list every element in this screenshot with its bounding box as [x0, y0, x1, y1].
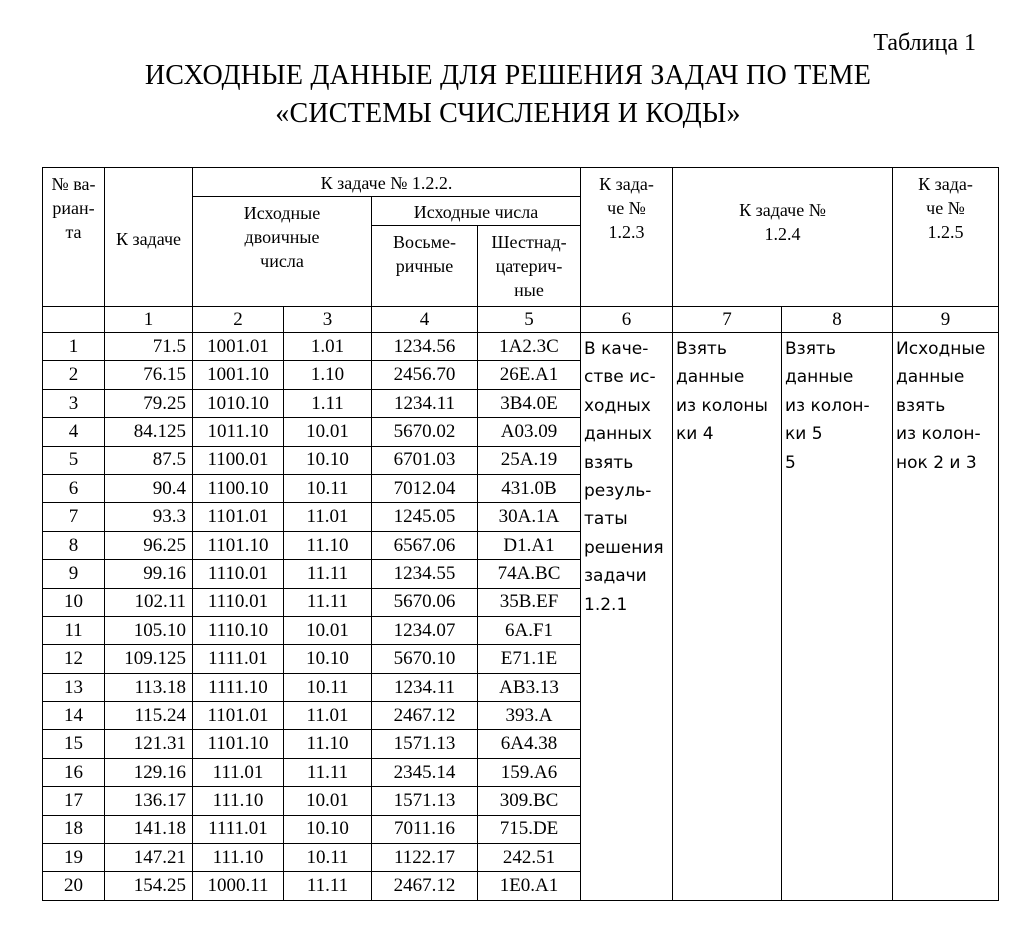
- octal-cell: 7012.04: [372, 474, 478, 502]
- variant-cell: 6: [43, 474, 105, 502]
- binary-cell: 1110.01: [193, 560, 284, 588]
- octal-cell: 1122.17: [372, 844, 478, 872]
- note-line: стве ис-: [584, 367, 656, 388]
- col-number: 2: [193, 307, 284, 333]
- binary-cell: 10.11: [284, 474, 372, 502]
- binary-cell: 1100.01: [193, 446, 284, 474]
- binary-cell: 11.10: [284, 730, 372, 758]
- note-line: ки 5: [785, 424, 823, 445]
- binary-cell: 1.11: [284, 389, 372, 417]
- octal-cell: 7011.16: [372, 815, 478, 843]
- variant-cell: 3: [43, 389, 105, 417]
- binary-cell: 1000.11: [193, 872, 284, 900]
- col-number: [43, 307, 105, 333]
- hex-cell: 30A.1A: [478, 503, 581, 531]
- binary-cell: 1110.10: [193, 616, 284, 644]
- octal-cell: 1234.11: [372, 673, 478, 701]
- note-line: нок 2 и 3: [896, 452, 977, 473]
- variant-cell: 14: [43, 702, 105, 730]
- value-cell: 102.11: [105, 588, 193, 616]
- note-line: данные: [676, 367, 745, 388]
- note-line: таты: [584, 509, 628, 530]
- col-number: 5: [478, 307, 581, 333]
- header-task-124: К задаче № 1.2.4: [673, 168, 893, 307]
- variant-cell: 18: [43, 815, 105, 843]
- octal-cell: 2456.70: [372, 361, 478, 389]
- value-cell: 96.25: [105, 531, 193, 559]
- hex-cell: 309.BC: [478, 787, 581, 815]
- variant-cell: 4: [43, 418, 105, 446]
- hex-cell: 1A2.3C: [478, 333, 581, 361]
- hex-cell: 159.A6: [478, 758, 581, 786]
- binary-cell: 10.10: [284, 645, 372, 673]
- variant-cell: 13: [43, 673, 105, 701]
- note-line: данные: [785, 367, 854, 388]
- octal-cell: 6567.06: [372, 531, 478, 559]
- note-line: ходных: [584, 395, 651, 416]
- value-cell: 141.18: [105, 815, 193, 843]
- header-octal: Восьме- ричные: [372, 226, 478, 307]
- value-cell: 105.10: [105, 616, 193, 644]
- octal-cell: 5670.06: [372, 588, 478, 616]
- note-line: решения: [584, 537, 664, 558]
- binary-cell: 10.01: [284, 418, 372, 446]
- source-data-table: [42, 167, 999, 901]
- note-line: Взять: [785, 339, 836, 359]
- binary-cell: 1100.10: [193, 474, 284, 502]
- variant-cell: 1: [43, 333, 105, 361]
- note-col8: [782, 333, 893, 901]
- octal-cell: 1234.11: [372, 389, 478, 417]
- binary-cell: 111.10: [193, 844, 284, 872]
- note-col7: [673, 333, 782, 901]
- column-numbers-row: [43, 307, 999, 333]
- document-title-line-2: «СИСТЕМЫ СЧИСЛЕНИЯ И КОДЫ»: [275, 98, 741, 129]
- hex-cell: D1.A1: [478, 531, 581, 559]
- binary-cell: 1010.10: [193, 389, 284, 417]
- octal-cell: 5670.10: [372, 645, 478, 673]
- binary-cell: 11.11: [284, 588, 372, 616]
- note-line: данные: [896, 367, 965, 388]
- header-task: К задаче: [105, 168, 193, 307]
- variant-cell: 19: [43, 844, 105, 872]
- note-line: взять: [584, 452, 634, 473]
- binary-cell: 1101.10: [193, 531, 284, 559]
- octal-cell: 1571.13: [372, 787, 478, 815]
- variant-cell: 8: [43, 531, 105, 559]
- octal-cell: 1234.07: [372, 616, 478, 644]
- note-line: 1.2.1: [584, 594, 628, 615]
- binary-cell: 11.01: [284, 503, 372, 531]
- variant-cell: 5: [43, 446, 105, 474]
- hex-cell: AB3.13: [478, 673, 581, 701]
- note-line: 5: [785, 452, 796, 473]
- binary-cell: 10.10: [284, 446, 372, 474]
- variant-cell: 20: [43, 872, 105, 900]
- value-cell: 90.4: [105, 474, 193, 502]
- hex-cell: 431.0B: [478, 474, 581, 502]
- binary-cell: 1101.01: [193, 503, 284, 531]
- variant-cell: 12: [43, 645, 105, 673]
- value-cell: 113.18: [105, 673, 193, 701]
- col-number: 3: [284, 307, 372, 333]
- value-cell: 115.24: [105, 702, 193, 730]
- hex-cell: 35B.EF: [478, 588, 581, 616]
- col-number: 8: [782, 307, 893, 333]
- value-cell: 154.25: [105, 872, 193, 900]
- note-line: из колон-: [896, 424, 981, 445]
- header-binary: Исходные двоичные числа: [193, 197, 372, 307]
- binary-cell: 11.01: [284, 702, 372, 730]
- binary-cell: 111.10: [193, 787, 284, 815]
- octal-cell: 1234.56: [372, 333, 478, 361]
- value-cell: 93.3: [105, 503, 193, 531]
- value-cell: 79.25: [105, 389, 193, 417]
- octal-cell: 5670.02: [372, 418, 478, 446]
- binary-cell: 10.11: [284, 844, 372, 872]
- hex-cell: 26E.A1: [478, 361, 581, 389]
- col-number: 6: [581, 307, 673, 333]
- binary-cell: 1.01: [284, 333, 372, 361]
- octal-cell: 2467.12: [372, 872, 478, 900]
- value-cell: 136.17: [105, 787, 193, 815]
- variant-cell: 15: [43, 730, 105, 758]
- note-line: резуль-: [584, 481, 652, 502]
- header-task-125: К зада- че № 1.2.5: [893, 168, 999, 307]
- note-line: Взять: [676, 339, 727, 359]
- hex-cell: 393.A: [478, 702, 581, 730]
- header-source-numbers: Исходные числа: [372, 197, 581, 226]
- header-hex: Шестнад- цатерич- ные: [478, 226, 581, 307]
- hex-cell: 715.DE: [478, 815, 581, 843]
- binary-cell: 111.01: [193, 758, 284, 786]
- value-cell: 129.16: [105, 758, 193, 786]
- variant-cell: 16: [43, 758, 105, 786]
- binary-cell: 10.10: [284, 815, 372, 843]
- binary-cell: 11.11: [284, 872, 372, 900]
- hex-cell: 1E0.A1: [478, 872, 581, 900]
- note-line: Исходные: [896, 339, 986, 359]
- note-line: В каче-: [584, 339, 649, 359]
- hex-cell: E71.1E: [478, 645, 581, 673]
- variant-cell: 2: [43, 361, 105, 389]
- value-cell: 121.31: [105, 730, 193, 758]
- hex-cell: 6A.F1: [478, 616, 581, 644]
- hex-cell: 3B4.0E: [478, 389, 581, 417]
- binary-cell: 1101.01: [193, 702, 284, 730]
- binary-cell: 1001.01: [193, 333, 284, 361]
- value-cell: 87.5: [105, 446, 193, 474]
- header-task-122: К задаче № 1.2.2.: [193, 168, 581, 197]
- note-line: данных: [584, 424, 652, 445]
- col-number: 1: [105, 307, 193, 333]
- octal-cell: 2467.12: [372, 702, 478, 730]
- table-label: Таблица 1: [873, 30, 976, 56]
- binary-cell: 11.11: [284, 758, 372, 786]
- value-cell: 71.5: [105, 333, 193, 361]
- col-number: 7: [673, 307, 782, 333]
- note-col9: [893, 333, 999, 901]
- col-number: 4: [372, 307, 478, 333]
- binary-cell: 1111.01: [193, 815, 284, 843]
- value-cell: 99.16: [105, 560, 193, 588]
- binary-cell: 1.10: [284, 361, 372, 389]
- col-number: 9: [893, 307, 999, 333]
- note-line: из колоны: [676, 395, 768, 416]
- variant-cell: 7: [43, 503, 105, 531]
- octal-cell: 1234.55: [372, 560, 478, 588]
- hex-cell: 74A.BC: [478, 560, 581, 588]
- binary-cell: 10.01: [284, 616, 372, 644]
- octal-cell: 2345.14: [372, 758, 478, 786]
- value-cell: 109.125: [105, 645, 193, 673]
- octal-cell: 1571.13: [372, 730, 478, 758]
- variant-cell: 11: [43, 616, 105, 644]
- header-task-123: К зада- че № 1.2.3: [581, 168, 673, 307]
- binary-cell: 1101.10: [193, 730, 284, 758]
- binary-cell: 1001.10: [193, 361, 284, 389]
- value-cell: 84.125: [105, 418, 193, 446]
- binary-cell: 11.11: [284, 560, 372, 588]
- note-line: взять: [896, 395, 946, 416]
- document-title-line-1: ИСХОДНЫЕ ДАННЫЕ ДЛЯ РЕШЕНИЯ ЗАДАЧ ПО ТЕМЕ: [144, 60, 872, 91]
- binary-cell: 1111.01: [193, 645, 284, 673]
- hex-cell: 25A.19: [478, 446, 581, 474]
- variant-cell: 17: [43, 787, 105, 815]
- binary-cell: 1111.10: [193, 673, 284, 701]
- header-variant: № ва- риан- та: [43, 168, 105, 307]
- variant-cell: 9: [43, 560, 105, 588]
- binary-cell: 10.01: [284, 787, 372, 815]
- hex-cell: 6A4.38: [478, 730, 581, 758]
- binary-cell: 1011.10: [193, 418, 284, 446]
- hex-cell: A03.09: [478, 418, 581, 446]
- value-cell: 147.21: [105, 844, 193, 872]
- binary-cell: 1110.01: [193, 588, 284, 616]
- octal-cell: 6701.03: [372, 446, 478, 474]
- octal-cell: 1245.05: [372, 503, 478, 531]
- note-line: из колон-: [785, 395, 870, 416]
- variant-cell: 10: [43, 588, 105, 616]
- binary-cell: 11.10: [284, 531, 372, 559]
- note-col6: [581, 333, 673, 901]
- hex-cell: 242.51: [478, 844, 581, 872]
- note-line: ки 4: [676, 424, 714, 445]
- note-line: задачи: [584, 566, 647, 587]
- table-row: [43, 333, 999, 361]
- binary-cell: 10.11: [284, 673, 372, 701]
- value-cell: 76.15: [105, 361, 193, 389]
